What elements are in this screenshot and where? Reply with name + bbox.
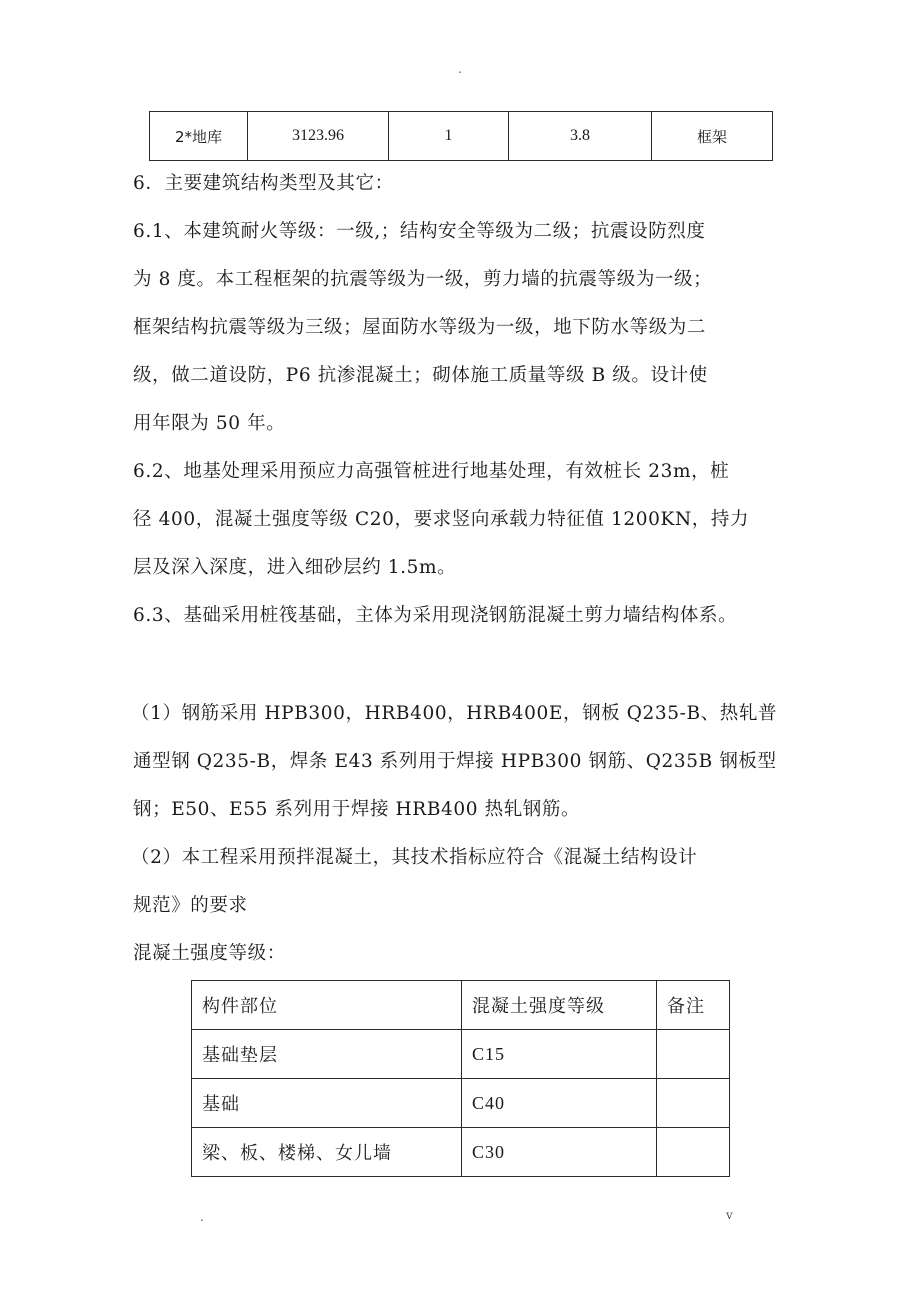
- section-heading-6: 6．主要建筑结构类型及其它：: [133, 173, 394, 194]
- paragraph-line: 用年限为 50 年。: [133, 413, 286, 434]
- page-dot-top: .: [458, 62, 462, 76]
- table-header-cell: 混凝土强度等级: [462, 981, 657, 1030]
- table-cell-grade: C30: [462, 1128, 657, 1177]
- table-row: [192, 1030, 730, 1079]
- table-cell-note: [657, 1030, 730, 1079]
- page-dot-bottom-left: .: [200, 1210, 204, 1224]
- table-cell-grade: C15: [462, 1030, 657, 1079]
- table-header-cell: 备注: [657, 981, 730, 1030]
- table-caption: 混凝土强度等级：: [133, 943, 286, 964]
- table-cell-part: 基础垫层: [192, 1030, 462, 1079]
- paragraph-line: 为 8 度。本工程框架的抗震等级为一级，剪力墙的抗震等级为一级；: [133, 269, 713, 290]
- table-row: [192, 1079, 730, 1128]
- table-header-row: [192, 981, 730, 1030]
- table-cell-name: 2*地库: [150, 112, 248, 161]
- paragraph-line: （1）钢筋采用 HPB300，HRB400，HRB400E，钢板 Q235-B、热轧普: [131, 703, 778, 724]
- garage-summary-table: [149, 111, 773, 161]
- table-cell-note: [657, 1128, 730, 1177]
- table-cell-height: 3.8: [509, 112, 652, 161]
- paragraph-line: 6.1、本建筑耐火等级：一级,；结构安全等级为二级；抗震设防烈度: [133, 221, 706, 242]
- table-cell-grade: C40: [462, 1079, 657, 1128]
- table-cell-structure: 框架: [652, 112, 773, 161]
- paragraph-line: 通型钢 Q235-B，焊条 E43 系列用于焊接 HPB300 钢筋、Q235B 钢板型: [133, 751, 777, 772]
- paragraph-line: 6.2、地基处理采用预应力高强管桩进行地基处理，有效桩长 23m，桩: [133, 461, 730, 482]
- paragraph-line: 6.3、基础采用桩筏基础，主体为采用现浇钢筋混凝土剪力墙结构体系。: [133, 605, 738, 626]
- table-row: [192, 1128, 730, 1177]
- paragraph-line: （2）本工程采用预拌混凝土，其技术指标应符合《混凝土结构设计: [131, 847, 698, 868]
- table-header-cell: 构件部位: [192, 981, 462, 1030]
- paragraph-line: 钢；E50、E55 系列用于焊接 HRB400 热轧钢筋。: [133, 799, 581, 820]
- paragraph-line: 径 400，混凝土强度等级 C20，要求竖向承载力特征值 1200KN，持力: [133, 509, 750, 530]
- concrete-grade-table: [191, 980, 730, 1177]
- page-mark-bottom-right: v: [726, 1208, 733, 1222]
- paragraph-line: 规范》的要求: [133, 895, 248, 916]
- paragraph-line: 层及深入深度，进入细砂层约 1.5m。: [133, 557, 457, 578]
- table-cell-part: 基础: [192, 1079, 462, 1128]
- table-cell-part: 梁、板、楼梯、女儿墙: [192, 1128, 462, 1177]
- table-cell-count: 1: [389, 112, 509, 161]
- paragraph-line: 级，做二道设防，P6 抗渗混凝土；砌体施工质量等级 B 级。设计使: [133, 365, 708, 386]
- table-cell-note: [657, 1079, 730, 1128]
- paragraph-line: 框架结构抗震等级为三级；屋面防水等级为一级，地下防水等级为二: [133, 317, 707, 338]
- table-row: [150, 112, 773, 161]
- table-cell-area: 3123.96: [248, 112, 389, 161]
